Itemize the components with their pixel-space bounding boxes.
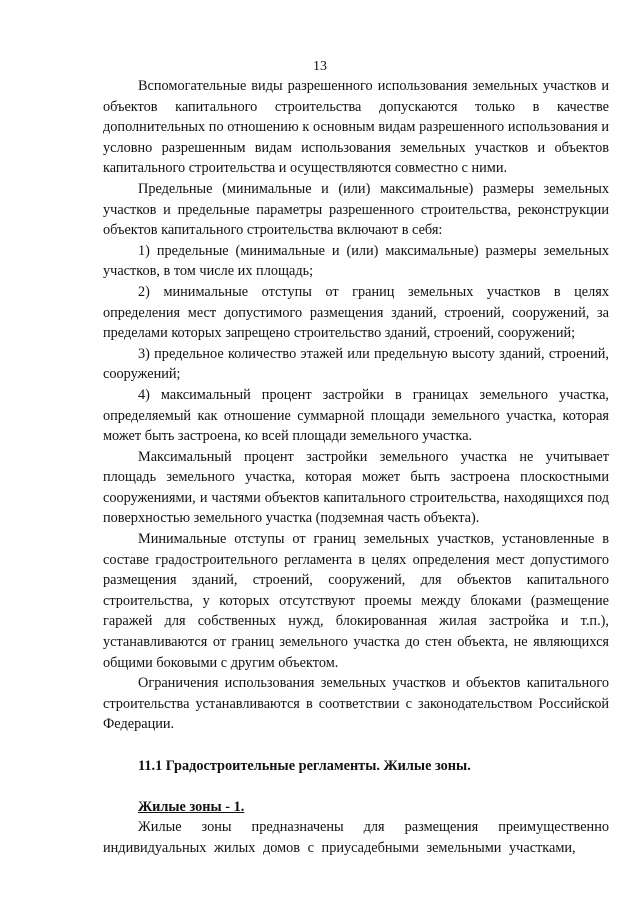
paragraph-residential-zones: Жилые зоны предназначены для размещения преимущественно индивидуальных жилых домов с приусадебными земельными участками, xyxy=(103,819,609,856)
paragraph-min-setbacks: Минимальные отступы от границ земельных участков, установленные в составе градостроительного регламента в целях определения мест допустимого размещения зданий, строений, сооружений, для объектов капитального строительства, у которых отсутствуют проемы между блоками (размещение гаражей для собственных нужд, блокированная жилая застройка и т.п.), устанавливаются от границ земельного участка до стен объекта, не являющихся общими боковыми с другим объектом. xyxy=(103,531,609,671)
list-item-1: 1) предельные (минимальные и (или) максимальные) размеры земельных участков, в том числе их площадь; xyxy=(103,242,609,280)
list-item-2: 2) минимальные отступы от границ земельных участков в целях определения мест допустимого размещения зданий, строений, сооружений, за пределами которых запрещено строительство зданий, строений, сооружений; xyxy=(103,283,609,342)
page-number: 13 xyxy=(313,59,327,74)
paragraph-restrictions: Ограничения использования земельных участков и объектов капитального строительства устанавливаются в соответствии с законодательством Российской Федерации. xyxy=(103,675,609,733)
list-item-4: 4) максимальный процент застройки в границах земельного участка, определяемый как отношение суммарной площади земельного участка, которая может быть застроена, ко всей площади земельного участка. xyxy=(103,386,609,445)
paragraph-limit-sizes-intro: Предельные (минимальные и (или) максимальные) размеры земельных участков и предельные параметры разрешенного строительства, реконструкции объектов капитального строительства включают в себя: xyxy=(103,180,609,239)
paragraph-auxiliary-uses: Вспомогательные виды разрешенного использования земельных участков и объектов капитального строительства допускаются только в качестве дополнительных по отношению к основным видам разрешенного использования и условно разрешенным видам использования земельных участков и объектов капитального строительства и осуществляются совместно с ними. xyxy=(103,78,609,177)
document-body xyxy=(103,76,609,859)
list-item-3: 3) предельное количество этажей или предельную высоту зданий, строений, сооружений; xyxy=(103,345,609,383)
section-heading: 11.1 Градостроительные регламенты. Жилые зоны. xyxy=(138,757,471,774)
zone-subheading: Жилые зоны - 1. xyxy=(138,798,245,815)
paragraph-max-coverage: Максимальный процент застройки земельного участка не учитывает площадь земельного участка, которая может быть застроена плоскостными сооружениями, и частями объектов капитального строительства, находящихся под поверхностью земельного участка (подземная часть объекта). xyxy=(103,448,609,527)
